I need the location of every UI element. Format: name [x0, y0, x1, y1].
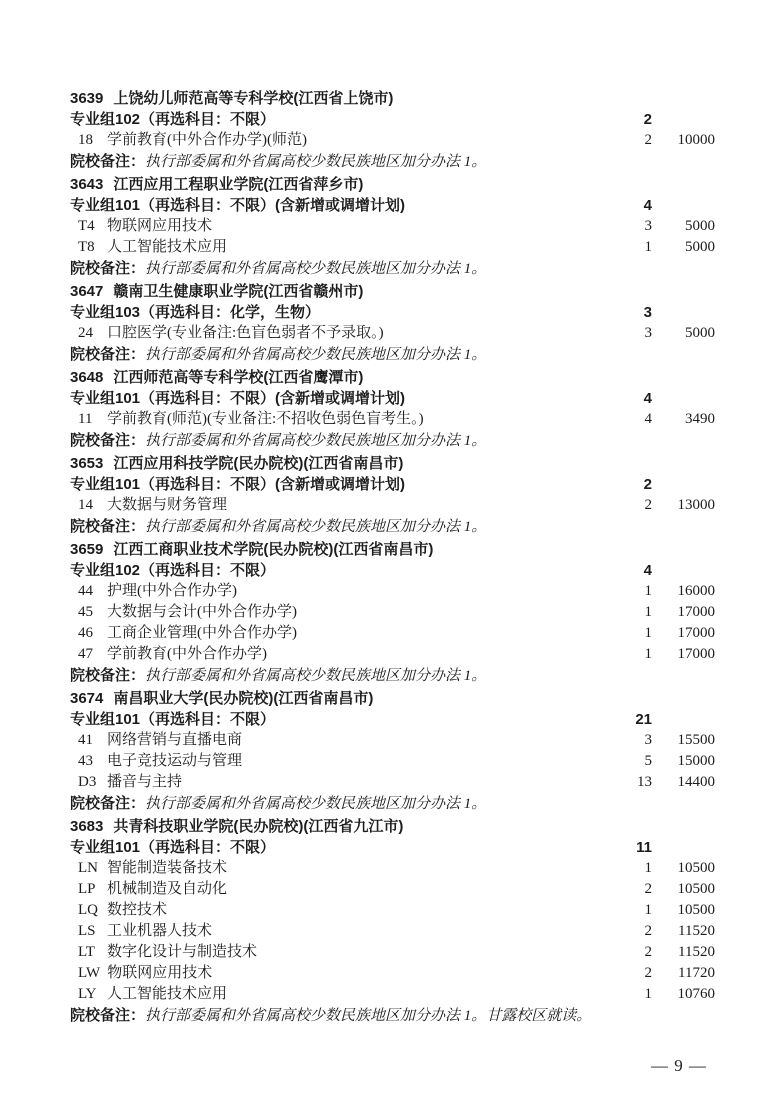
group-label: 专业组102（再选科目：不限）: [70, 111, 276, 128]
major-row: [70, 921, 715, 942]
major-plan-count: 1: [644, 860, 652, 876]
major-name: 物联网应用技术: [107, 965, 213, 981]
remark-row: [70, 258, 715, 279]
major-code: LP: [78, 881, 96, 897]
major-row: [70, 581, 715, 602]
school-block: [70, 816, 715, 1026]
major-code: 24: [78, 325, 93, 341]
group-row: [70, 837, 715, 858]
major-tuition: 11520: [678, 923, 715, 939]
major-name: 工业机器人技术: [107, 923, 213, 939]
remark-label: 院校备注：: [70, 260, 146, 277]
major-row: [70, 323, 715, 344]
major-code: LQ: [78, 902, 98, 918]
major-tuition: 10000: [677, 132, 715, 148]
major-tuition: 15000: [677, 753, 715, 769]
school-code: 3643: [70, 176, 104, 193]
major-row: [70, 879, 715, 900]
major-code: 43: [78, 753, 93, 769]
group-row: [70, 195, 715, 216]
school-block: [70, 281, 715, 365]
major-tuition: 5000: [685, 239, 715, 255]
major-code: 47: [78, 646, 93, 662]
remark-text: 执行部委属和外省属高校少数民族地区加分办法 1。: [145, 796, 487, 812]
school-name: 江西工商职业技术学院(民办院校)(江西省南昌市): [113, 541, 434, 558]
major-row: [70, 216, 715, 237]
major-row: [70, 130, 715, 151]
major-code: LY: [78, 986, 97, 1002]
school-header: [70, 281, 715, 302]
major-tuition: 17000: [677, 646, 715, 662]
major-plan-count: 1: [644, 604, 652, 620]
major-name: 机械制造及自动化: [107, 881, 228, 897]
group-plan-count: 21: [635, 711, 652, 728]
major-tuition: 11720: [678, 965, 715, 981]
school-code: 3659: [70, 541, 104, 558]
major-row: [70, 963, 715, 984]
major-plan-count: 3: [644, 218, 652, 234]
major-tuition: 5000: [685, 218, 715, 234]
major-row: [70, 942, 715, 963]
remark-text: 执行部委属和外省属高校少数民族地区加分办法 1。: [145, 433, 487, 449]
major-code: 45: [78, 604, 93, 620]
school-code: 3683: [70, 818, 104, 835]
major-tuition: 17000: [677, 625, 715, 641]
school-name: 南昌职业大学(民办院校)(江西省南昌市): [113, 690, 374, 707]
major-tuition: 10760: [677, 986, 715, 1002]
major-name: 电子竞技运动与管理: [107, 753, 243, 769]
school-block: [70, 367, 715, 451]
group-plan-count: 4: [643, 390, 652, 407]
remark-text: 执行部委属和外省属高校少数民族地区加分办法 1。: [145, 261, 487, 277]
major-name: 学前教育(师范)(专业备注:不招收色弱色盲考生。): [107, 411, 424, 427]
group-plan-count: 3: [643, 304, 652, 321]
major-plan-count: 2: [644, 132, 652, 148]
major-name: 大数据与财务管理: [107, 497, 228, 513]
school-block: [70, 688, 715, 814]
major-name: 网络营销与直播电商: [107, 732, 243, 748]
group-plan-count: 4: [643, 562, 652, 579]
major-row: [70, 495, 715, 516]
major-plan-count: 5: [644, 753, 652, 769]
school-code: 3647: [70, 283, 104, 300]
major-name: 物联网应用技术: [107, 218, 213, 234]
remark-text: 执行部委属和外省属高校少数民族地区加分办法 1。: [145, 668, 487, 684]
major-plan-count: 13: [637, 774, 652, 790]
remark-row: [70, 430, 715, 451]
school-header: [70, 174, 715, 195]
group-plan-count: 4: [643, 197, 652, 214]
major-name: 大数据与会计(中外合作办学): [107, 604, 297, 620]
school-header: [70, 539, 715, 560]
major-plan-count: 1: [644, 986, 652, 1002]
group-plan-count: 2: [643, 111, 652, 128]
major-row: [70, 772, 715, 793]
major-name: 口腔医学(专业备注:色盲色弱者不予录取。): [107, 325, 384, 341]
major-tuition: 10500: [677, 902, 715, 918]
major-name: 人工智能技术应用: [107, 986, 228, 1002]
major-tuition: 10500: [677, 881, 715, 897]
school-name: 上饶幼儿师范高等专科学校(江西省上饶市): [113, 90, 394, 107]
group-plan-count: 11: [636, 839, 652, 856]
major-code: 44: [78, 583, 93, 599]
major-code: 18: [78, 132, 93, 148]
major-row: [70, 409, 715, 430]
major-code: 41: [78, 732, 93, 748]
major-name: 护理(中外合作办学): [107, 583, 237, 599]
group-label: 专业组101（再选科目：不限）(含新增或调增计划): [70, 476, 406, 493]
major-row: [70, 730, 715, 751]
group-row: [70, 709, 715, 730]
remark-row: [70, 344, 715, 365]
school-block: [70, 539, 715, 686]
school-header: [70, 688, 715, 709]
school-block: [70, 174, 715, 279]
major-code: LT: [78, 944, 95, 960]
major-name: 数字化设计与制造技术: [107, 944, 258, 960]
major-tuition: 17000: [677, 604, 715, 620]
remark-text: 执行部委属和外省属高校少数民族地区加分办法 1。甘露校区就读。: [145, 1008, 592, 1024]
remark-label: 院校备注：: [70, 518, 146, 535]
school-block: [70, 453, 715, 537]
school-name: 赣南卫生健康职业学院(江西省赣州市): [113, 283, 364, 300]
remark-row: [70, 665, 715, 686]
major-row: [70, 858, 715, 879]
major-row: [70, 900, 715, 921]
group-plan-count: 2: [643, 476, 652, 493]
major-plan-count: 3: [644, 732, 652, 748]
remark-label: 院校备注：: [70, 153, 146, 170]
major-row: [70, 751, 715, 772]
remark-row: [70, 793, 715, 814]
major-plan-count: 2: [644, 497, 652, 513]
major-row: [70, 602, 715, 623]
major-tuition: 13000: [677, 497, 715, 513]
group-row: [70, 388, 715, 409]
remark-label: 院校备注：: [70, 795, 146, 812]
remark-label: 院校备注：: [70, 667, 146, 684]
remark-text: 执行部委属和外省属高校少数民族地区加分办法 1。: [145, 347, 487, 363]
remark-row: [70, 1005, 715, 1026]
remark-label: 院校备注：: [70, 346, 146, 363]
group-row: [70, 109, 715, 130]
school-name: 江西应用工程职业学院(江西省萍乡市): [113, 176, 364, 193]
major-row: [70, 644, 715, 665]
major-plan-count: 3: [644, 325, 652, 341]
major-row: [70, 984, 715, 1005]
major-tuition: 10500: [677, 860, 715, 876]
school-code: 3639: [70, 90, 104, 107]
group-label: 专业组101（再选科目：不限）(含新增或调增计划): [70, 390, 406, 407]
major-name: 智能制造装备技术: [107, 860, 228, 876]
major-tuition: 16000: [677, 583, 715, 599]
major-name: 播音与主持: [107, 774, 183, 790]
remark-row: [70, 516, 715, 537]
major-tuition: 11520: [678, 944, 715, 960]
group-label: 专业组101（再选科目：不限）: [70, 711, 276, 728]
major-code: 46: [78, 625, 93, 641]
major-code: LW: [78, 965, 101, 981]
remark-label: 院校备注：: [70, 432, 146, 449]
remark-label: 院校备注：: [70, 1007, 146, 1024]
major-row: [70, 237, 715, 258]
major-plan-count: 2: [644, 944, 652, 960]
major-plan-count: 2: [644, 923, 652, 939]
major-tuition: 5000: [685, 325, 715, 341]
major-code: LS: [78, 923, 96, 939]
group-row: [70, 560, 715, 581]
major-code: 14: [78, 497, 93, 513]
school-header: [70, 367, 715, 388]
major-code: 11: [78, 411, 93, 427]
major-name: 学前教育(中外合作办学): [107, 646, 267, 662]
major-name: 人工智能技术应用: [107, 239, 228, 255]
major-tuition: 14400: [677, 774, 715, 790]
group-row: [70, 302, 715, 323]
school-name: 江西师范高等专科学校(江西省鹰潭市): [113, 369, 364, 386]
major-plan-count: 1: [644, 583, 652, 599]
major-name: 数控技术: [107, 902, 168, 918]
major-name: 工商企业管理(中外合作办学): [107, 625, 297, 641]
document-content: [70, 88, 715, 1028]
major-tuition: 3490: [685, 411, 715, 427]
major-row: [70, 623, 715, 644]
major-code: T4: [78, 218, 95, 234]
major-plan-count: 4: [644, 411, 652, 427]
major-plan-count: 2: [644, 965, 652, 981]
school-code: 3653: [70, 455, 104, 472]
major-plan-count: 2: [644, 881, 652, 897]
group-label: 专业组101（再选科目：不限）(含新增或调增计划): [70, 197, 406, 214]
group-label: 专业组102（再选科目：不限）: [70, 562, 276, 579]
major-code: D3: [78, 774, 97, 790]
group-label: 专业组103（再选科目：化学，生物）: [70, 304, 321, 321]
major-plan-count: 1: [644, 239, 652, 255]
group-label: 专业组101（再选科目：不限）: [70, 839, 276, 856]
major-code: LN: [78, 860, 98, 876]
school-header: [70, 453, 715, 474]
major-plan-count: 1: [644, 646, 652, 662]
remark-text: 执行部委属和外省属高校少数民族地区加分办法 1。: [145, 154, 487, 170]
major-plan-count: 1: [644, 625, 652, 641]
school-header: [70, 816, 715, 837]
major-tuition: 15500: [677, 732, 715, 748]
page-number: — 9 —: [651, 1056, 707, 1075]
major-plan-count: 1: [644, 902, 652, 918]
group-row: [70, 474, 715, 495]
school-code: 3674: [70, 690, 104, 707]
school-header: [70, 88, 715, 109]
school-name: 共青科技职业学院(民办院校)(江西省九江市): [113, 818, 404, 835]
school-block: [70, 88, 715, 172]
major-name: 学前教育(中外合作办学)(师范): [107, 132, 307, 148]
school-code: 3648: [70, 369, 104, 386]
major-code: T8: [78, 239, 95, 255]
school-name: 江西应用科技学院(民办院校)(江西省南昌市): [113, 455, 404, 472]
remark-text: 执行部委属和外省属高校少数民族地区加分办法 1。: [145, 519, 487, 535]
remark-row: [70, 151, 715, 172]
